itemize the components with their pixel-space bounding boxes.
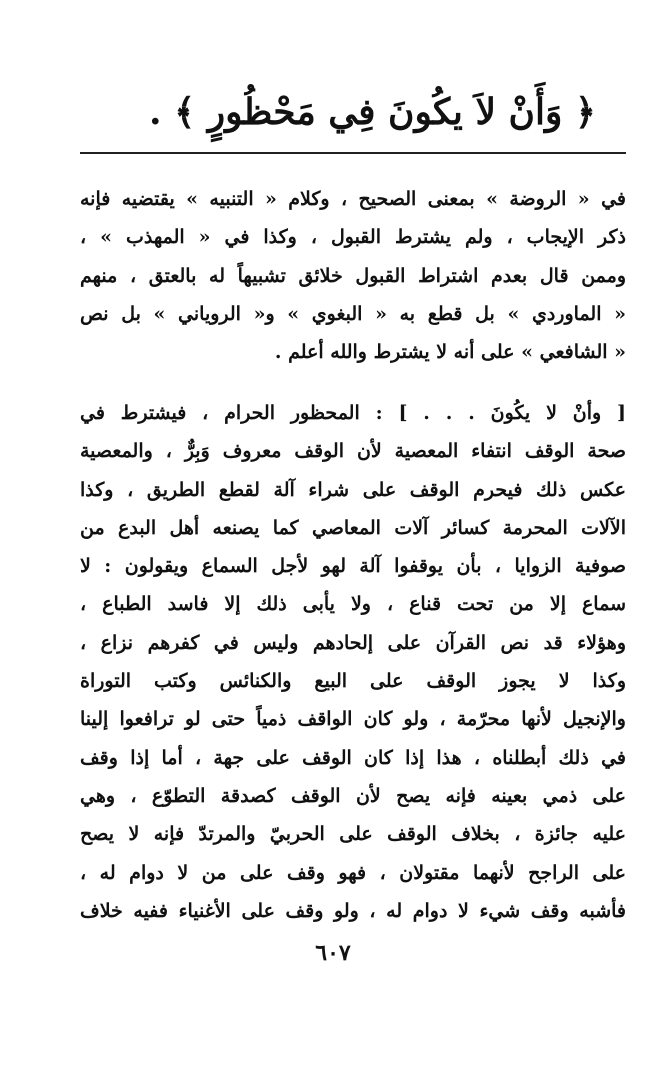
text-line: على الراجح لأنهما مقتولان ، فهو وقف على من لا دوام له ، bbox=[80, 861, 626, 884]
text-line: « الماوردي » بل قطع به « البغوي » و« الروياني » بل نص bbox=[80, 302, 626, 325]
page-number: ٦٠٧ bbox=[315, 940, 351, 966]
text-line: [ وأنْ لا يكُونَ . . . ] : المحظور الحرام ، فيشترط في bbox=[80, 402, 626, 424]
text-line: صوفية الزوايا ، بأن يوقفوا آلة لهو لأجل السماع ويقولون : لا bbox=[80, 555, 626, 578]
text-line: عكس ذلك فيحرم الوقف على شراء آلة لقطع الطريق ، وكذا bbox=[80, 478, 626, 501]
text-line: في ذلك أبطلناه ، هذا إذا كان الوقف على جهة ، أما إذا وقف bbox=[80, 746, 626, 769]
text-line: « الشافعي » على أنه لا يشترط والله أعلم . bbox=[274, 341, 626, 364]
text-line: وكذا لا يجوز الوقف على البيع والكنائس وكتب التوراة bbox=[80, 670, 626, 693]
text-line: ذكر الإيجاب ، ولم يشترط القبول ، وكذا في « المهذب » ، bbox=[80, 226, 626, 249]
text-line: الآلات المحرمة كسائر آلات المعاصي كما يصنعه أهل البدع من bbox=[80, 516, 626, 539]
heading-divider bbox=[80, 152, 626, 154]
paragraph-2 bbox=[80, 394, 626, 930]
verse-heading: ﴿ وَأَنْ لاَ يكُونَ فِي مَحْظُورٍ ﴾ . bbox=[149, 91, 596, 133]
text-line: صحة الوقف انتفاء المعصية لأن الوقف معروف وَبِرٌّ ، والمعصية bbox=[80, 440, 626, 463]
text-line: سماع إلا من تحت قناع ، ولا يأبى ذلك إلا فاسد الطباع ، bbox=[80, 593, 626, 616]
text-line: في « الروضة » بمعنى الصحيح ، وكلام « التنبيه » يقتضيه فإنه bbox=[80, 188, 626, 210]
text-line: على ذمي بعينه فإنه يصح لأن الوقف كصدقة التطوّع ، وهي bbox=[80, 784, 626, 807]
paragraph-1 bbox=[80, 180, 626, 371]
text-line: وممن قال بعدم اشتراط القبول خلائق تشبيهاً له بالعتق ، منهم bbox=[80, 264, 626, 287]
text-line: فأشبه وقف شيء لا دوام له ، ولو وقف على الأغنياء ففيه خلاف bbox=[80, 899, 626, 922]
text-line: عليه جائزة ، بخلاف الوقف على الحربيّ والمرتدّ فإنه لا يصح bbox=[80, 823, 626, 846]
text-line: والإنجيل لأنها محرّمة ، ولو كان الواقف ذمياً حتى لو ترافعوا إلينا bbox=[80, 708, 626, 731]
text-line: وهؤلاء قد نص القرآن على إلحادهم وليس في كفرهم نزاع ، bbox=[80, 631, 626, 654]
